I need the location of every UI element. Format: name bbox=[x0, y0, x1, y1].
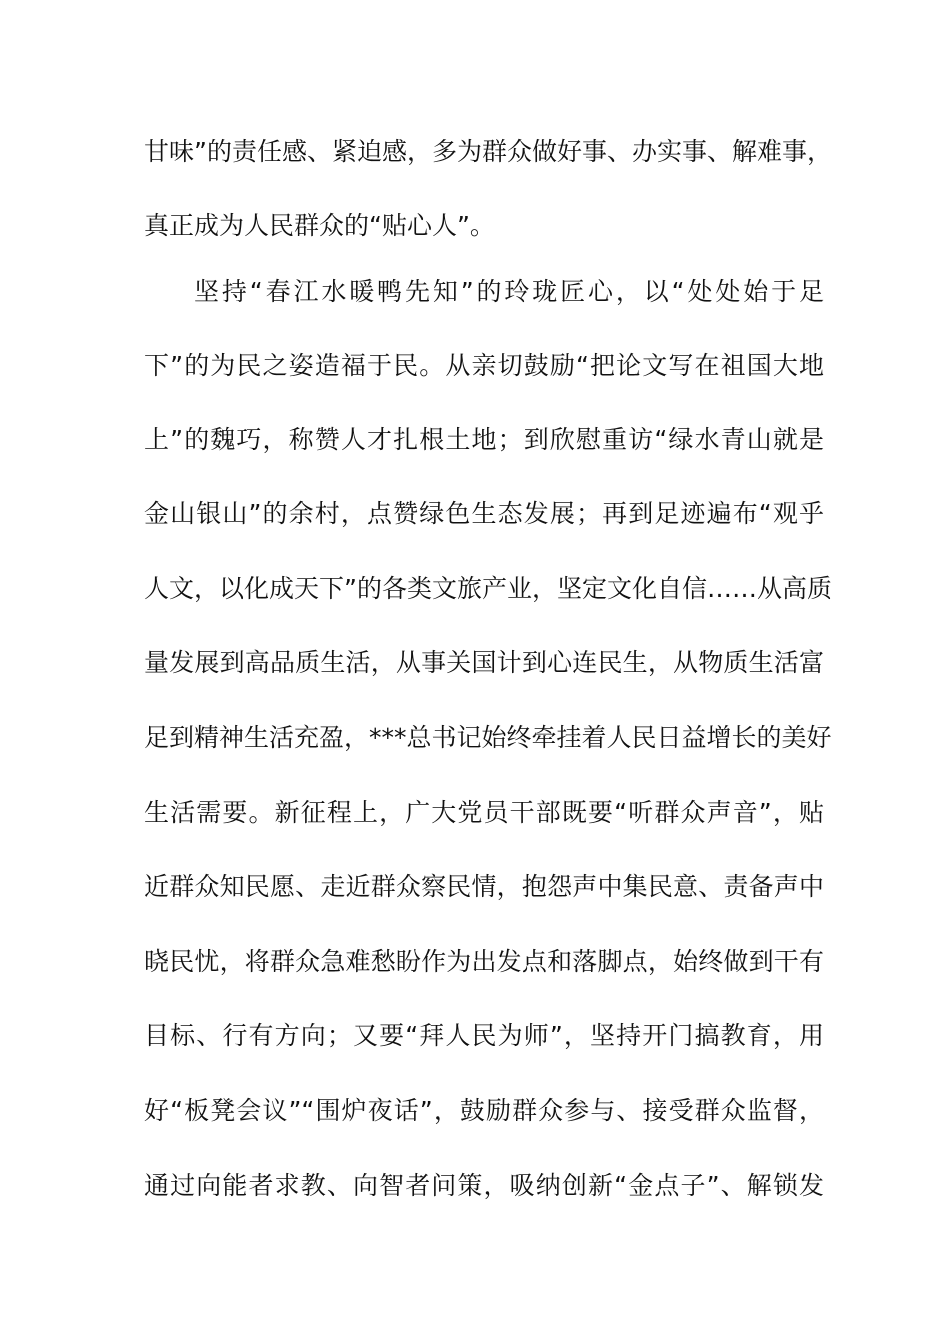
text-line-8: 量发展到高品质生活，从事关国计到心连民生，从物质生活富 bbox=[144, 648, 824, 677]
text-line-13: 目标、行有方向；又要“拜人民为师”，坚持开门搞教育，用 bbox=[144, 1021, 824, 1050]
text-line-1: 甘味”的责任感、紧迫感，多为群众做好事、办实事、解难事， bbox=[144, 137, 832, 166]
text-line-2: 真正成为人民群众的“贴心人”。 bbox=[144, 211, 495, 240]
text-line-6: 金山银山”的余村，点赞绿色生态发展；再到足迹遍布“观乎 bbox=[144, 499, 824, 528]
text-line-9: 足到精神生活充盈，***总书记始终牵挂着人民日益增长的美好 bbox=[144, 723, 832, 752]
text-line-7: 人文，以化成天下”的各类文旅产业，坚定文化自信……从高质 bbox=[144, 574, 832, 603]
text-line-11: 近群众知民愿、走近群众察民情，抱怨声中集民意、责备声中 bbox=[144, 872, 824, 901]
text-line-5: 上”的魏巧，称赞人才扎根土地；到欣慰重访“绿水青山就是 bbox=[144, 425, 824, 454]
text-line-14: 好“板凳会议”“围炉夜话”，鼓励群众参与、接受群众监督， bbox=[144, 1096, 824, 1125]
text-line-4: 下”的为民之姿造福于民。从亲切鼓励“把论文写在祖国大地 bbox=[144, 351, 824, 380]
paragraph-start-line: 坚持“春江水暖鸭先知”的玲珑匠心，以“处处始于足 bbox=[194, 277, 824, 306]
text-line-15: 通过向能者求教、向智者问策，吸纳创新“金点子”、解锁发 bbox=[144, 1171, 824, 1200]
text-line-12: 晓民忧，将群众急难愁盼作为出发点和落脚点，始终做到干有 bbox=[144, 947, 824, 976]
text-line-10: 生活需要。新征程上，广大党员干部既要“听群众声音”，贴 bbox=[144, 798, 824, 827]
